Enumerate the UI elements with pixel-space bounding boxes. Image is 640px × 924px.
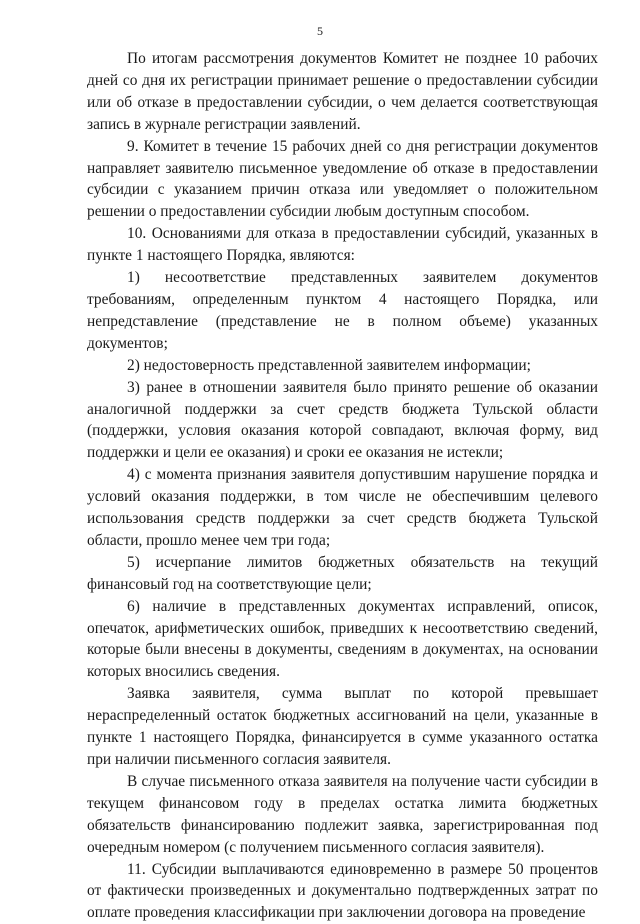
list-item-3: 3) ранее в отношении заявителя было принято решение об оказании аналогичной поддержки за счет средств бюджета Тульской области (поддержки, условия оказания которой совпадают, включая форму, вид поддержки и цели ее оказания) и сроки ее оказания не истекли;: [87, 378, 598, 462]
paragraph-application-amount: Заявка заявителя, сумма выплат по которой превышает нераспределенный остаток бюджетных ассигнований на цели, указанные в пункте 1 настоящего Порядка, финансируется в сумме указанного остатка при наличии письменного согласия заявителя.: [87, 685, 598, 768]
list-item-6: 6) наличие в представленных документах исправлений, описок, опечаток, арифметических ошибок, приведших к несоответствию сведений, которые были внесены в документы, сведениям в документах, на основании которых вносились сведения.: [87, 597, 598, 681]
paragraph-written-refusal: В случае письменного отказа заявителя на получение части субсидии в текущем финансовом году в пределах остатка лимита бюджетных обязательств финансированию подлежит заявка, зарегистрированная под очередным номером (с получением письменного согласия заявителя).: [87, 772, 598, 856]
list-item-5: 5) исчерпание лимитов бюджетных обязательств на текущий финансовый год на соответствующие цели;: [87, 553, 598, 593]
paragraph-clause-10: 10. Основаниями для отказа в предоставлении субсидий, указанных в пункте 1 настоящего Порядка, являются:: [87, 225, 598, 265]
list-item-1: 1) несоответствие представленных заявителем документов требованиям, определенным пунктом 4 настоящего Порядка, или непредставление (представление не в полном объеме) указанных документов;: [87, 269, 598, 352]
list-item-2: 2) недостоверность представленной заявителем информации;: [127, 356, 531, 374]
list-item-4: 4) с момента признания заявителя допустившим нарушение порядка и условий оказания поддержки, в том числе не обеспечившим целевого использования средств поддержки за счет средств бюджета Тульской области, прошло менее чем три года;: [87, 466, 598, 549]
paragraph-clause-9: 9. Комитет в течение 15 рабочих дней со дня регистрации документов направляет заявителю письменное уведомление об отказе в предоставлении субсидии с указанием причин отказа или уведомляет о положительном решении о предоставлении субсидии любым доступным способом.: [87, 137, 598, 221]
document-body: [87, 48, 598, 924]
paragraph-clause-11: 11. Субсидии выплачиваются единовременно в размере 50 процентов от фактически произведенных и документально подтвержденных затрат по оплате проведения классификации при заключении договора на проведение: [87, 860, 598, 922]
page-number: 5: [317, 24, 323, 38]
paragraph-review-decision: По итогам рассмотрения документов Комитет не позднее 10 рабочих дней со дня их регистрации принимает решение о предоставлении субсидии или об отказе в предоставлении субсидии, о чем делается соответствующая запись в журнале регистрации заявлений.: [87, 50, 598, 133]
